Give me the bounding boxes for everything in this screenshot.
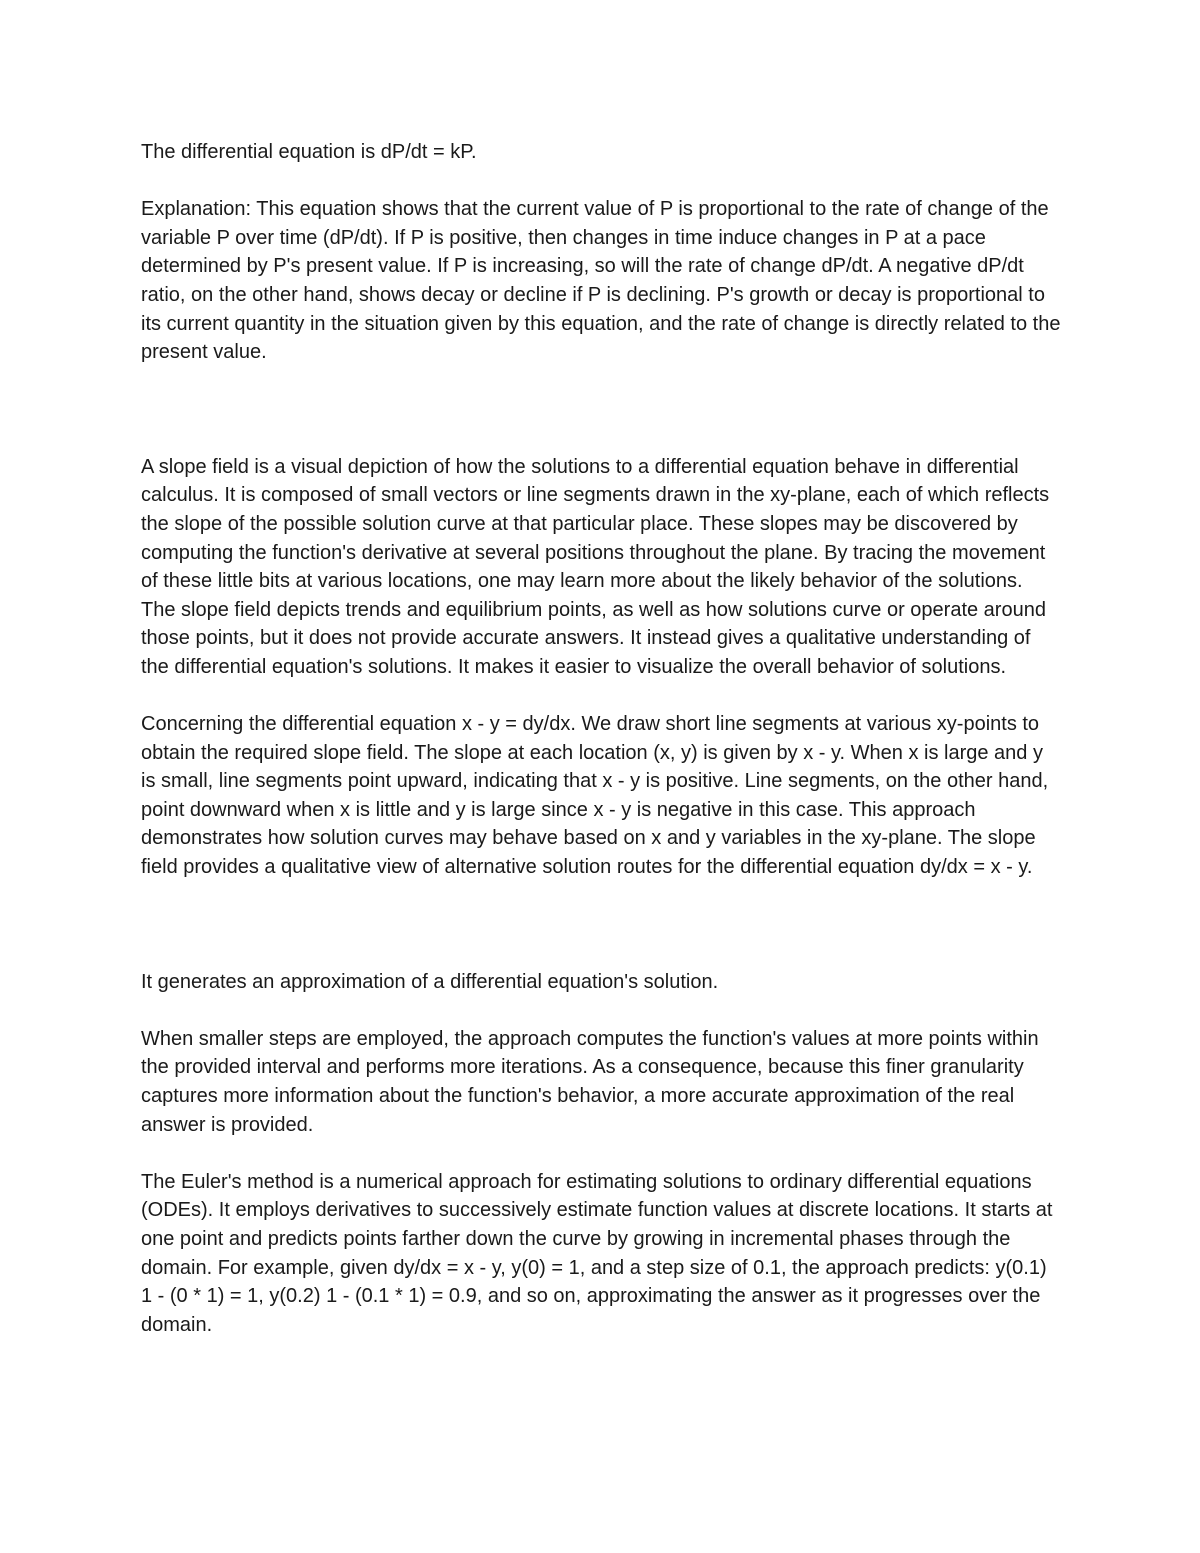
paragraph-approximation: It generates an approximation of a differential equation's solution. [141, 970, 719, 993]
spacer [141, 682, 1061, 711]
spacer [141, 996, 1061, 1025]
paragraph-euler-method: The Euler's method is a numerical approach for estimating solutions to ordinary differential equations (ODEs). It employs derivatives to successively estimate function values at discrete locations. It starts at one point and predicts points farther down the curve by growing in incremental phases through the domain. For example, given dy/dx = x - y, y(0) = 1, and a step size of 0.1, the approach predicts: y(0.1) 1 - (0 * 1) = 1, y(0.2) 1 - (0.1 * 1) = 0.9, and so on, approximating the answer as it progresses over the domain. [141, 1170, 1053, 1336]
spacer [141, 367, 1061, 453]
spacer [141, 1139, 1061, 1168]
document-body [141, 138, 1061, 1339]
paragraph-slope-field: A slope field is a visual depiction of how the solutions to a differential equation behave in differential calculus. It is composed of small vectors or line segments drawn in the xy-plane, each of which reflects the slope of the possible solution curve at that particular place. These slopes may be discovered by computing the function's derivative at several positions throughout the plane. By tracing the movement of these little bits at various locations, one may learn more about the likely behavior of the solutions. The slope field depicts trends and equilibrium points, as well as how solutions curve or operate around those points, but it does not provide accurate answers. It instead gives a qualitative understanding of the differential equation's solutions. It makes it easier to visualize the overall behavior of solutions. [141, 455, 1050, 678]
spacer [141, 167, 1061, 196]
spacer [141, 882, 1061, 968]
paragraph-slope-field-example: Concerning the differential equation x - y = dy/dx. We draw short line segments at various xy-points to obtain the required slope field. The slope at each location (x, y) is given by x - y. When x is large and y is small, line segments point upward, indicating that x - y is positive. Line segments, on the other hand, point downward when x is little and y is large since x - y is negative in this case. This approach demonstrates how solution curves may behave based on x and y variables in the xy-plane. The slope field provides a qualitative view of alternative solution routes for the differential equation dy/dx = x - y. [141, 713, 1049, 879]
paragraph-explanation: Explanation: This equation shows that the current value of P is proportional to the rate of change of the variable P over time (dP/dt). If P is positive, then changes in time induce changes in P at a pace determined by P's present value. If P is increasing, so will the rate of change dP/dt. A negative dP/dt ratio, on the other hand, shows decay or decline if P is declining. P's growth or decay is proportional to its current quantity in the situation given by this equation, and the rate of change is directly related to the present value. [141, 198, 1061, 364]
paragraph-equation: The differential equation is dP/dt = kP. [141, 141, 477, 163]
paragraph-smaller-steps: When smaller steps are employed, the approach computes the function's values at more points within the provided interval and performs more iterations. As a consequence, because this finer granularity captures more information about the function's behavior, a more accurate approximation of the real answer is provided. [141, 1027, 1039, 1136]
